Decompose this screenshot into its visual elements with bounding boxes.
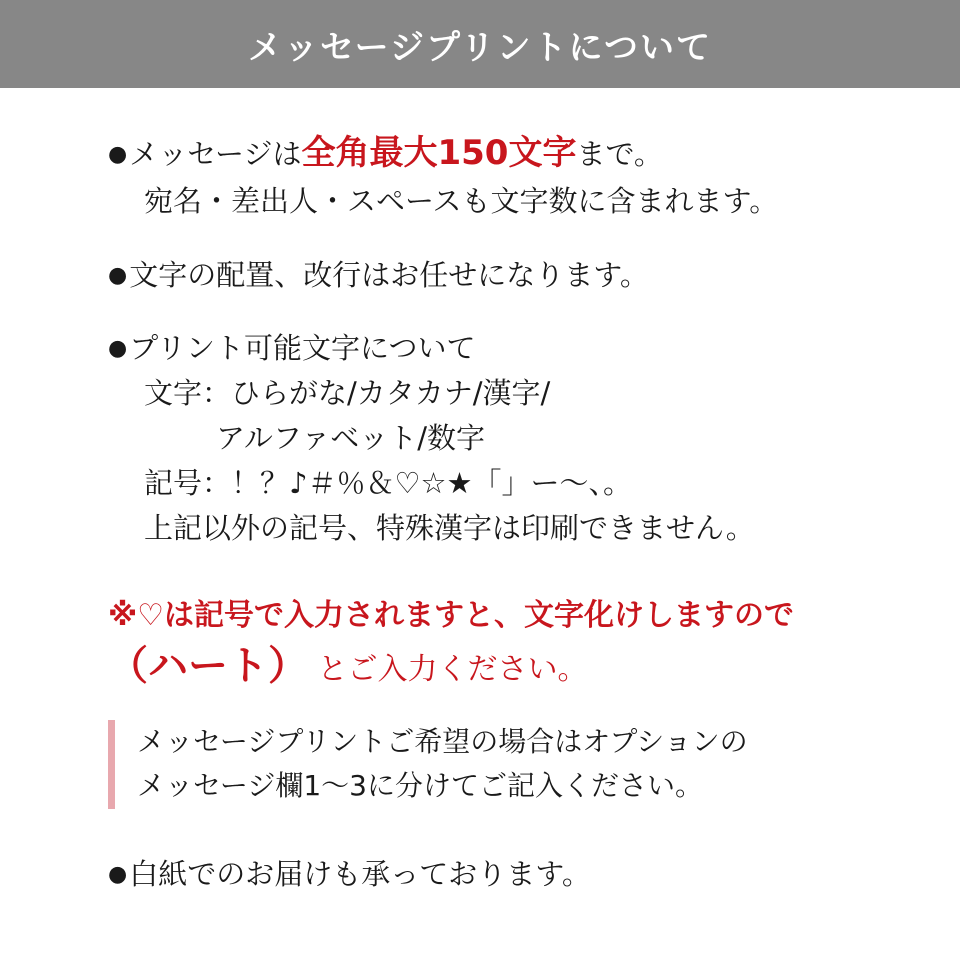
message-limit-sub: 宛名・差出人・スペースも文字数に含まれます。: [144, 184, 779, 218]
message-limit-highlight: 全角最大150文字: [301, 133, 577, 173]
quote-bar-decoration: [108, 720, 115, 810]
printable-chars-line-2: アルファベット/数字: [216, 420, 486, 455]
bullet-icon: ●: [108, 262, 128, 288]
quote-text-wrap: [137, 720, 748, 810]
bullet-icon: ●: [108, 142, 128, 167]
printable-heading-text: プリント可能文字について: [129, 331, 476, 366]
blank-note-text: 白紙でのお届けも承っております。: [129, 857, 591, 892]
printable-chars-line: 文字：ひらがな/カタカナ/漢字/: [144, 375, 551, 410]
option-note-line-2: メッセージ欄1〜3に分けてご記入ください。: [137, 769, 703, 803]
printable-heading: [108, 327, 900, 371]
section-heart-warning: [0, 593, 960, 694]
blank-note-heading: [108, 853, 960, 897]
layout-note-heading: [108, 254, 900, 298]
printable-exclusion-line: 上記以外の記号、特殊漢字は印刷できません。: [144, 510, 755, 545]
bullet-icon: ●: [108, 862, 128, 888]
spacer: [0, 224, 960, 254]
spacer: [0, 551, 960, 593]
heart-warning-rest: とご入力ください。: [317, 651, 588, 687]
section-blank-note: [0, 853, 960, 897]
heart-warning-line-2: [108, 638, 900, 694]
option-note-line-1: メッセージプリントご希望の場合はオプションの: [137, 724, 748, 758]
page-header: [0, 0, 960, 88]
page-title: メッセージプリントについて: [248, 27, 712, 68]
section-printable-characters: [0, 327, 960, 550]
bullet-icon: ●: [108, 336, 128, 362]
spacer: [0, 297, 960, 327]
message-limit-trail: まで。: [576, 137, 663, 171]
heart-warning-line-1: ※♡は記号で入力されますと、文字化けしますので: [108, 597, 795, 633]
section-option-note: [0, 720, 960, 810]
section-layout-note: [0, 254, 960, 298]
message-limit-lead: メッセージは: [129, 137, 302, 171]
page-content: [0, 88, 960, 897]
heart-warning-strong: （ハート）: [108, 642, 308, 689]
message-limit-heading: [108, 128, 900, 179]
section-message-limit: [0, 128, 960, 224]
layout-note-text: 文字の配置、改行はお任せになります。: [129, 257, 649, 292]
printable-symbols-line: 記号：！？♪＃％＆♡☆★「」ー〜、。: [144, 465, 633, 500]
